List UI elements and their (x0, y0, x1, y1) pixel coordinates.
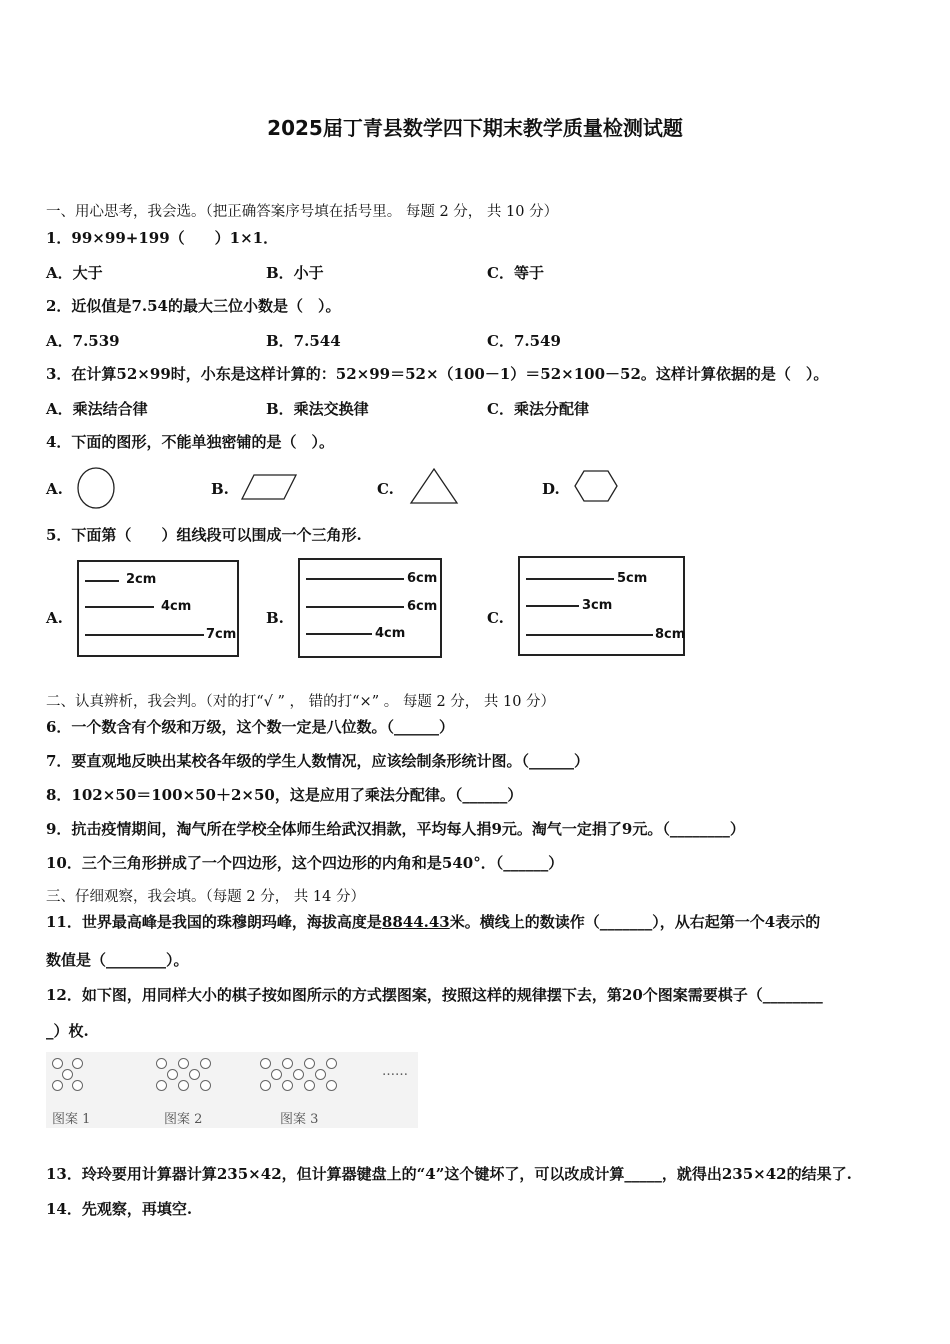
chess-piece (178, 1080, 189, 1091)
segment-length: 5cm (617, 571, 648, 586)
q3-option-a: A．乘法结合律 (46, 400, 148, 418)
segment-group-c (518, 556, 685, 656)
section-3-heading: 三、仔细观察，我会填。（每题 2 分， 共 14 分） (46, 889, 365, 905)
chess-piece (304, 1080, 315, 1091)
q3-option-c: C．乘法分配律 (487, 400, 589, 418)
chess-piece (293, 1069, 304, 1080)
section-1-heading: 一、用心思考，我会选。（把正确答案序号填在括号里。 每题 2 分， 共 10 分） (46, 204, 559, 220)
chess-pattern-figure (46, 1052, 418, 1128)
q2-option-a: A．7.539 (46, 332, 120, 350)
chess-piece (167, 1069, 178, 1080)
q4-label-b: B. (211, 480, 229, 498)
question-11-line-2: 数值是（________）。 (46, 951, 189, 969)
ellipsis: …… (382, 1064, 408, 1079)
question-13: 13．玲玲要用计算器计算235×42，但计算器键盘上的“4”这个键坏了，可以改成计算_____，就得出235×42的结果了. (46, 1165, 852, 1183)
segment-length: 2cm (126, 572, 157, 587)
q5-label-b: B. (266, 609, 284, 627)
q11-number: 8844.43 (381, 913, 450, 931)
q1-option-a: A．大于 (46, 264, 103, 282)
q3-option-b: B．乘法交换律 (266, 400, 369, 418)
chess-piece (326, 1058, 337, 1069)
question-2: 2．近似值是7.54的最大三位小数是（ ）。 (46, 297, 341, 315)
chess-piece (304, 1058, 315, 1069)
segment-line (85, 580, 119, 582)
chess-piece (260, 1080, 271, 1091)
q4-label-a: A. (46, 480, 63, 498)
q1-option-c: C．等于 (487, 264, 544, 282)
chess-piece (260, 1058, 271, 1069)
question-14: 14．先观察，再填空. (46, 1200, 193, 1218)
q4-label-c: C. (377, 480, 394, 498)
chess-piece (156, 1080, 167, 1091)
pattern-1-label: 图案 1 (52, 1112, 91, 1127)
q5-label-a: A. (46, 609, 63, 627)
chess-piece (282, 1058, 293, 1069)
segment-line (306, 578, 404, 580)
segment-length: 4cm (161, 599, 192, 614)
segment-line (85, 634, 204, 636)
hexagon-shape (572, 468, 620, 504)
chess-piece (52, 1080, 63, 1091)
pattern-3-label: 图案 3 (280, 1112, 319, 1127)
question-9: 9．抗击疫情期间，淘气所在学校全体师生给武汉捐款，平均每人捐9元。淘气一定捐了9元。（________） (46, 820, 745, 838)
segment-length: 3cm (582, 598, 613, 613)
chess-piece (200, 1058, 211, 1069)
question-6: 6．一个数含有个级和万级，这个数一定是八位数。（______） (46, 718, 454, 736)
chess-piece (326, 1080, 337, 1091)
chess-piece (72, 1080, 83, 1091)
q11-text-after: 米。横线上的数读作（_______），从右起第一个4表示的 (449, 913, 821, 931)
segment-line (526, 605, 579, 607)
question-3: 3．在计算52×99时，小东是这样计算的：52×99＝52×（100－1）＝52×100－52。这样计算依据的是（ ）。 (46, 365, 829, 383)
segment-line (306, 633, 372, 635)
question-5: 5．下面第（ ）组线段可以围成一个三角形. (46, 526, 362, 544)
segment-length: 8cm (655, 627, 686, 642)
chess-piece (178, 1058, 189, 1069)
q4-label-d: D. (542, 480, 560, 498)
q5-label-c: C. (487, 609, 504, 627)
segment-length: 7cm (206, 627, 237, 642)
chess-piece (52, 1058, 63, 1069)
segment-line (526, 578, 614, 580)
segment-line (526, 634, 653, 636)
segment-line (85, 606, 154, 608)
chess-piece (271, 1069, 282, 1080)
q2-option-c: C．7.549 (487, 332, 561, 350)
section-2-heading: 二、认真辨析，我会判。（对的打“√ ” ， 错的打“×” 。 每题 2 分， 共 10 分） (46, 694, 556, 710)
chess-piece (72, 1058, 83, 1069)
segment-line (306, 606, 404, 608)
question-12: 12．如下图，用同样大小的棋子按如图所示的方式摆图案，按照这样的规律摆下去，第20个图案需要棋子（________ (46, 986, 823, 1004)
segment-length: 4cm (375, 626, 406, 641)
q2-option-b: B．7.544 (266, 332, 341, 350)
triangle-shape (408, 466, 460, 506)
circle-shape (76, 466, 118, 510)
chess-piece (282, 1080, 293, 1091)
question-10: 10．三个三角形拼成了一个四边形，这个四边形的内角和是540°．（______） (46, 854, 564, 872)
question-4: 4．下面的图形，不能单独密铺的是（ ）。 (46, 433, 334, 451)
segment-group-b (298, 558, 442, 658)
segment-length: 6cm (407, 571, 438, 586)
pattern-2-label: 图案 2 (164, 1112, 203, 1127)
q11-text-before: 11．世界最高峰是我国的珠穆朗玛峰，海拔高度是 (46, 913, 382, 931)
question-12-line-2: _）枚. (46, 1022, 89, 1040)
question-8: 8．102×50＝100×50＋2×50，这是应用了乘法分配律。（______） (46, 786, 523, 804)
chess-piece (156, 1058, 167, 1069)
chess-piece (200, 1080, 211, 1091)
question-7: 7．要直观地反映出某校各年级的学生人数情况，应该绘制条形统计图。（______） (46, 752, 589, 770)
q1-option-b: B．小于 (266, 264, 324, 282)
segment-length: 6cm (407, 599, 438, 614)
chess-piece (315, 1069, 326, 1080)
chess-piece (62, 1069, 73, 1080)
segment-group-a (77, 560, 239, 657)
chess-piece (189, 1069, 200, 1080)
page-title: 2025届丁青县数学四下期末教学质量检测试题 (267, 116, 683, 140)
question-11 (46, 912, 820, 932)
parallelogram-shape (240, 472, 300, 502)
question-1: 1．99×99+199（ ）1×1． (46, 229, 279, 247)
